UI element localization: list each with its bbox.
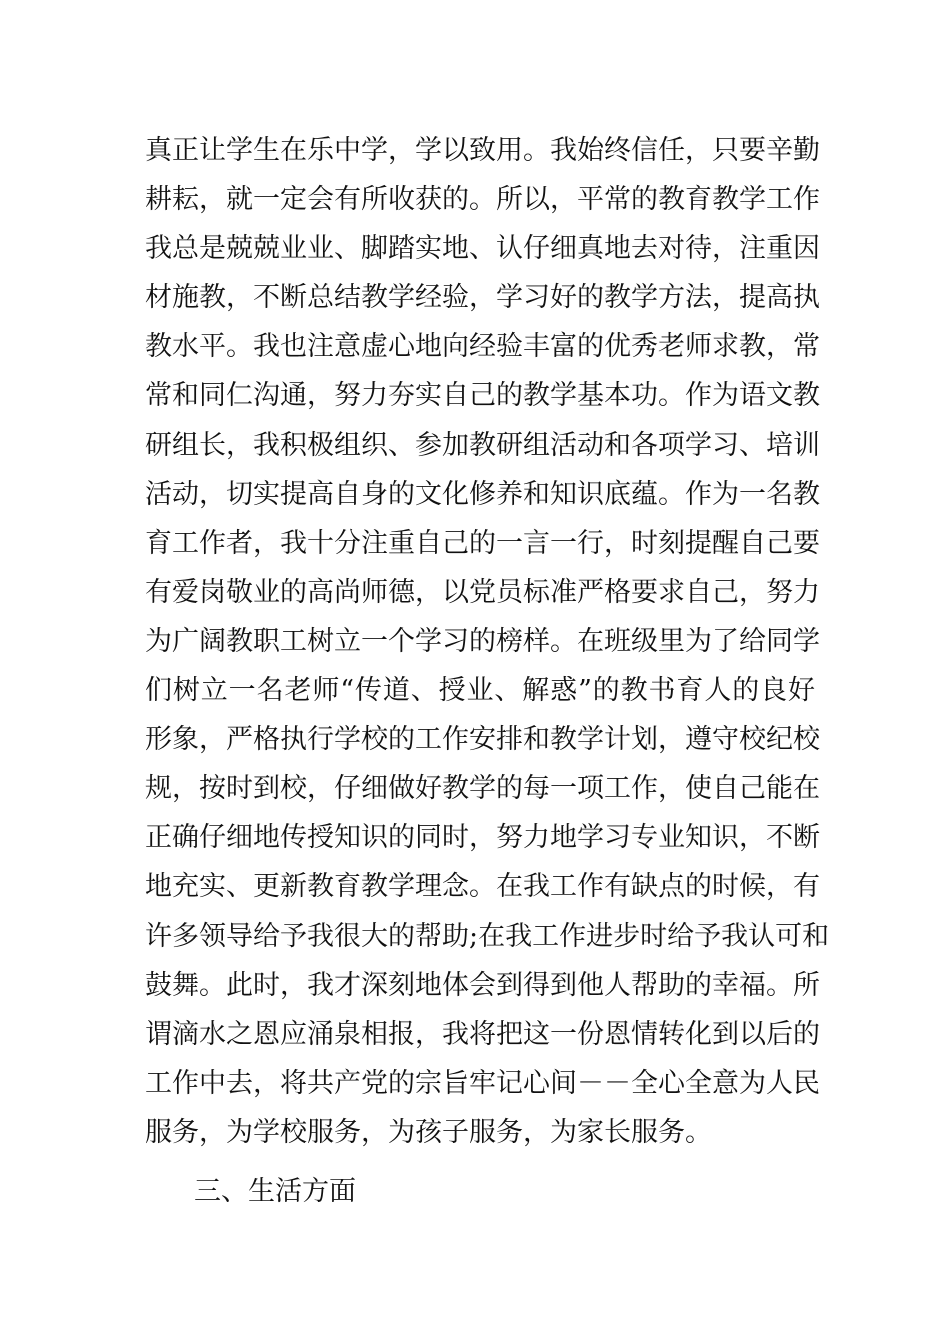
paragraph-line-last: 服务，为学校服务，为孩子服务，为家长服务。	[145, 1116, 712, 1148]
body-paragraph	[145, 126, 830, 1157]
section-heading: 三、生活方面	[194, 1176, 356, 1207]
paragraph-line: 许多领导给予我很大的帮助;在我工作进步时给予我认可和	[145, 920, 830, 952]
paragraph-line: 真正让学生在乐中学，学以致用。我始终信任，只要辛勤	[145, 135, 820, 166]
paragraph-line: 规，按时到校，仔细做好教学的每一项工作，使自己能在	[145, 773, 820, 805]
paragraph-line: 为广阔教职工树立一个学习的榜样。在班级里为了给同学	[145, 625, 820, 657]
paragraph-line: 研组长，我积极组织、参加教研组活动和各项学习、培训	[145, 429, 820, 461]
paragraph-line: 常和同仁沟通，努力夯实自己的教学基本功。作为语文教	[145, 380, 820, 412]
paragraph-line: 正确仔细地传授知识的同时，努力地学习专业知识，不断	[145, 822, 820, 854]
paragraph-line: 活动，切实提高自身的文化修养和知识底蕴。作为一名教	[145, 478, 820, 510]
paragraph-line: 有爱岗敬业的高尚师德，以党员标准严格要求自己，努力	[145, 576, 820, 608]
paragraph-line: 育工作者，我十分注重自己的一言一行，时刻提醒自己要	[145, 527, 820, 559]
paragraph-line: 形象，严格执行学校的工作安排和教学计划，遵守校纪校	[145, 724, 820, 756]
paragraph-line: 们树立一名老师“传道、授业、解惑”的教书育人的良好	[145, 675, 815, 707]
paragraph-line: 我总是兢兢业业、脚踏实地、认仔细真地去对待，注重因	[145, 233, 820, 265]
paragraph-line: 教水平。我也注意虚心地向经验丰富的优秀老师求教，常	[145, 331, 820, 363]
paragraph-line: 鼓舞。此时，我才深刻地体会到得到他人帮助的幸福。所	[145, 969, 820, 1001]
paragraph-line: 地充实、更新教育教学理念。在我工作有缺点的时候，有	[145, 871, 820, 903]
paragraph-line: 材施教，不断总结教学经验，学习好的教学方法，提高执	[145, 282, 820, 314]
paragraph-line: 耕耘，就一定会有所收获的。所以，平常的教育教学工作	[145, 184, 820, 216]
paragraph-line: 谓滴水之恩应涌泉相报，我将把这一份恩情转化到以后的	[145, 1018, 820, 1050]
paragraph-line: 工作中去，将共产党的宗旨牢记心间－－全心全意为人民	[145, 1067, 820, 1099]
